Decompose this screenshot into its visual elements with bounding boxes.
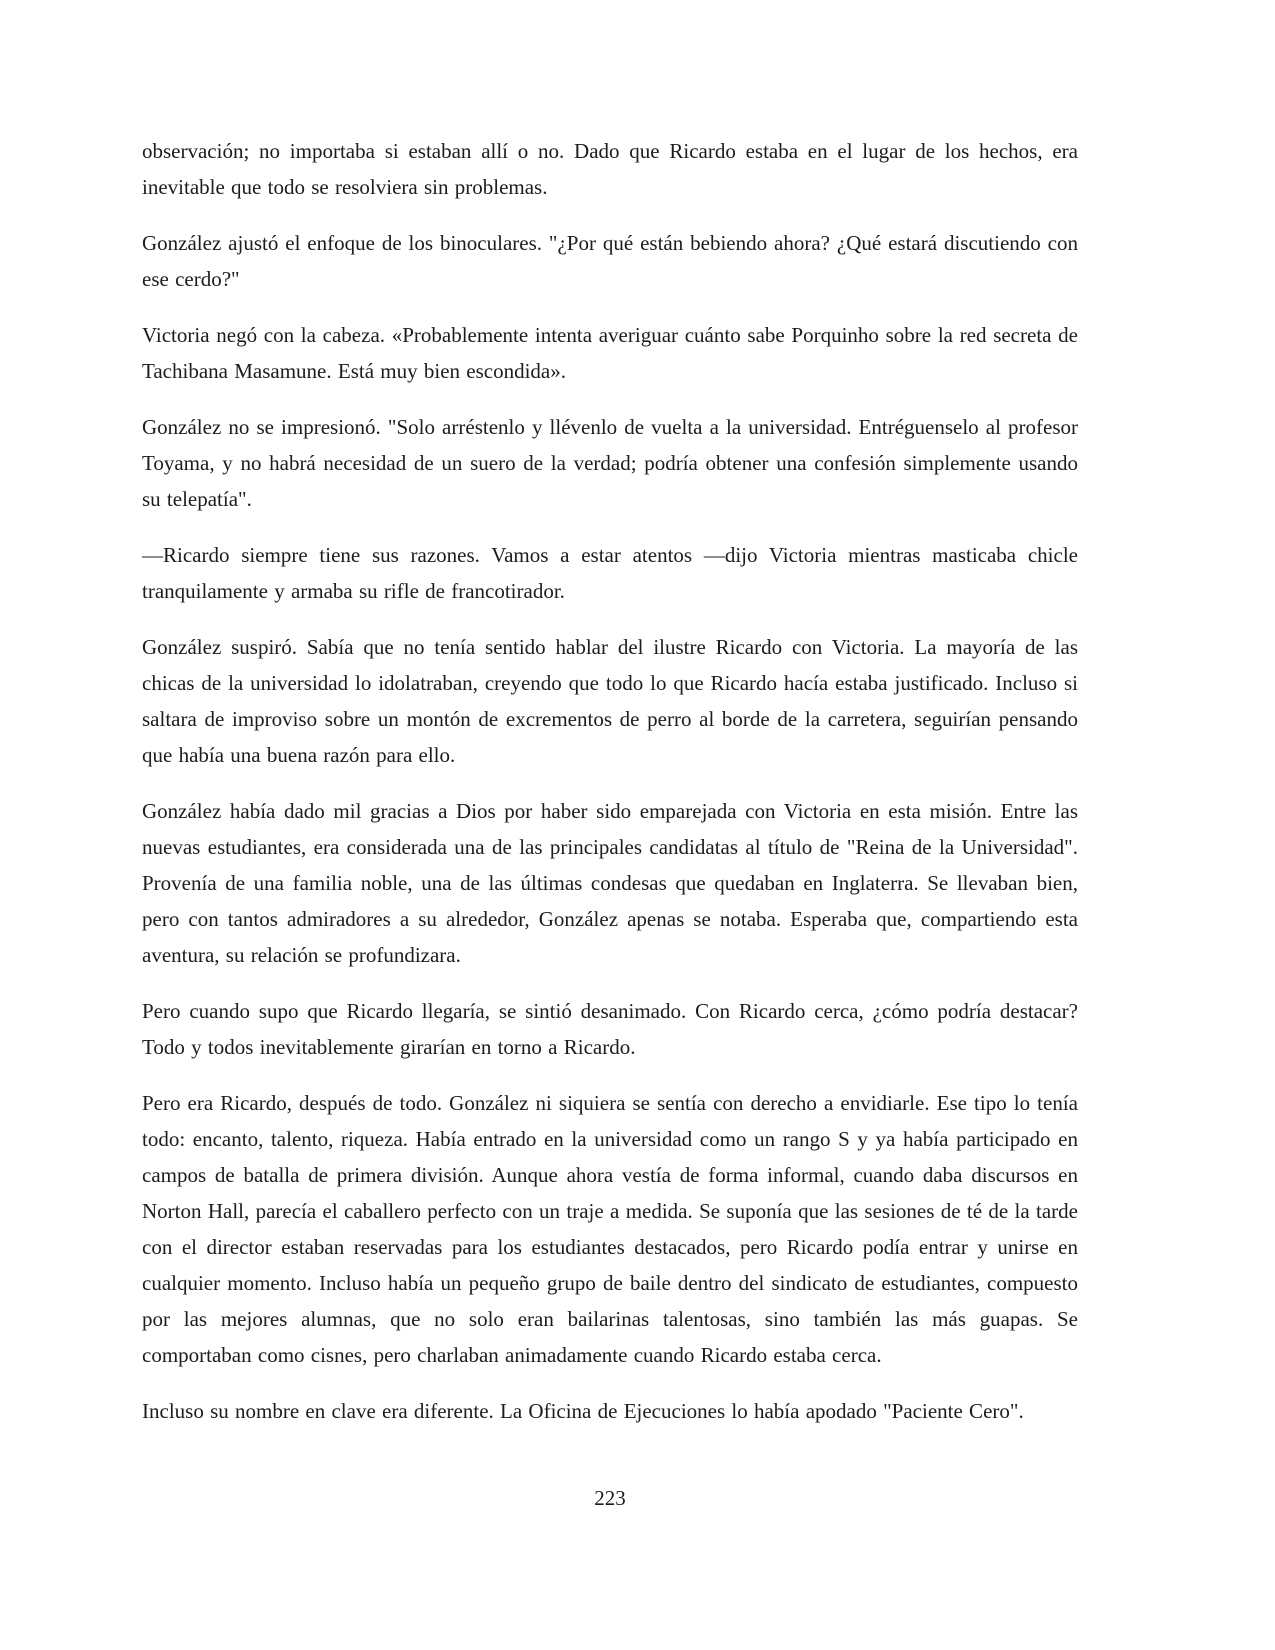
paragraph: Incluso su nombre en clave era diferente. La Oficina de Ejecuciones lo había apodado "Paciente Cero".	[142, 1399, 1024, 1423]
paragraph: —Ricardo siempre tiene sus razones. Vamos a estar atentos —dijo Victoria mientras masticaba chicle tranquilamente y armaba su rifle de francotirador.	[142, 543, 1078, 603]
paragraph: Pero era Ricardo, después de todo. González ni siquiera se sentía con derecho a envidiarle. Ese tipo lo tenía todo: encanto, talento, riqueza. Había entrado en la universidad como un rango S y ya había participado en campos de batalla de primera división. Aunque ahora vestía de forma informal, cuando daba discursos en Norton Hall, parecía el caballero perfecto con un traje a medida. Se suponía que las sesiones de té de la tarde con el director estaban reservadas para los estudiantes destacados, pero Ricardo podía entrar y unirse en cualquier momento. Incluso había un pequeño grupo de baile dentro del sindicato de estudiantes, compuesto por las mejores alumnas, que no solo eran bailarinas talentosas, sino también las más guapas. Se comportaban como cisnes, pero charlaban animadamente cuando Ricardo estaba cerca.	[142, 1091, 1078, 1367]
paragraph: Victoria negó con la cabeza. «Probablemente intenta averiguar cuánto sabe Porquinho sobre la red secreta de Tachibana Masamune. Está muy bien escondida».	[142, 323, 1078, 383]
paragraph: Pero cuando supo que Ricardo llegaría, se sintió desanimado. Con Ricardo cerca, ¿cómo podría destacar? Todo y todos inevitablemente girarían en torno a Ricardo.	[142, 999, 1078, 1059]
page-number: 223	[594, 1486, 626, 1510]
paragraph: González suspiró. Sabía que no tenía sentido hablar del ilustre Ricardo con Victoria. La mayoría de las chicas de la universidad lo idolatraban, creyendo que todo lo que Ricardo hacía estaba justificado. Incluso si saltara de improviso sobre un montón de excrementos de perro al borde de la carretera, seguirían pensando que había una buena razón para ello.	[142, 635, 1078, 767]
paragraph: González ajustó el enfoque de los binoculares. "¿Por qué están bebiendo ahora? ¿Qué estará discutiendo con ese cerdo?"	[142, 231, 1078, 291]
text-block	[142, 133, 1078, 1449]
paragraph: González había dado mil gracias a Dios por haber sido emparejada con Victoria en esta misión. Entre las nuevas estudiantes, era considerada una de las principales candidatas al título de "Reina de la Universidad". Provenía de una familia noble, una de las últimas condesas que quedaban en Inglaterra. Se llevaban bien, pero con tantos admiradores a su alrededor, González apenas se notaba. Esperaba que, compartiendo esta aventura, su relación se profundizara.	[142, 799, 1078, 967]
paragraph: observación; no importaba si estaban allí o no. Dado que Ricardo estaba en el lugar de los hechos, era inevitable que todo se resolviera sin problemas.	[142, 139, 1078, 199]
paragraph: González no se impresionó. "Solo arréstenlo y llévenlo de vuelta a la universidad. Entréguenselo al profesor Toyama, y no habrá necesidad de un suero de la verdad; podría obtener una confesión simplemente usando su telepatía".	[142, 415, 1078, 511]
